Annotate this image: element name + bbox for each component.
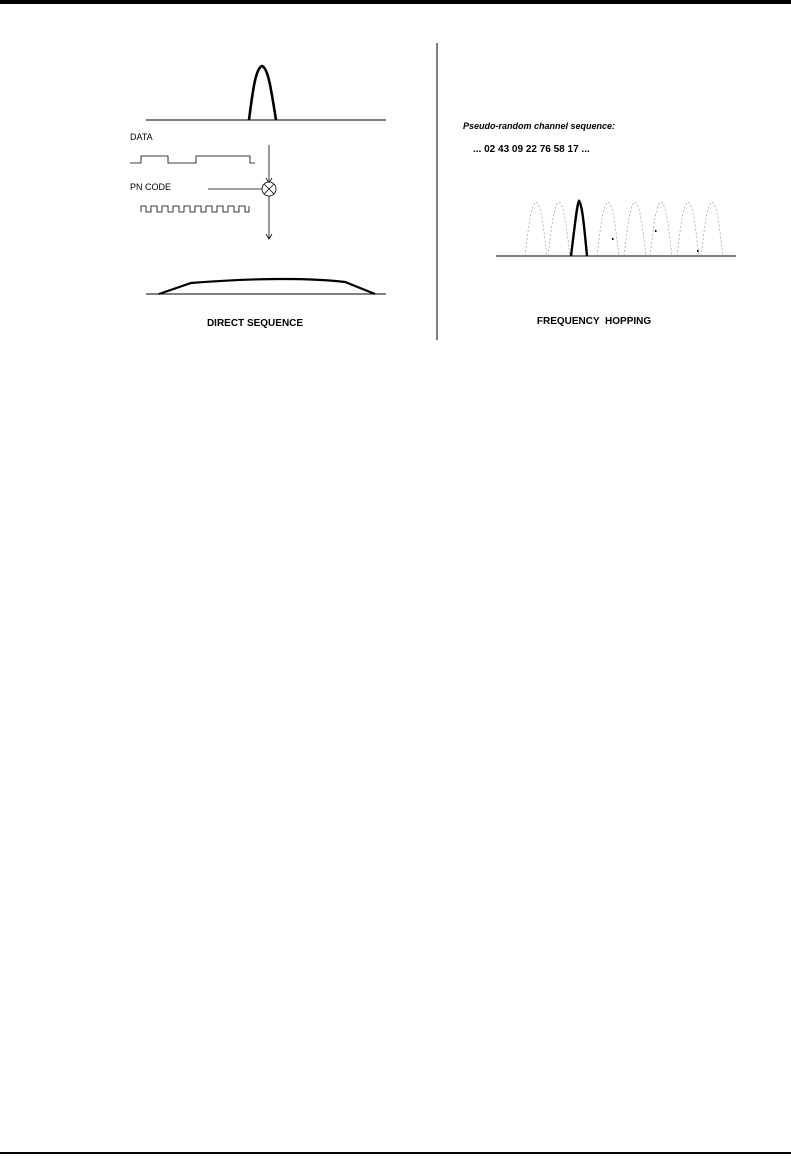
hop-channels [525,202,723,256]
bottom-rule [0,1152,791,1154]
channel-markers [612,230,699,252]
hop-channel [650,202,672,256]
pn-code-waveform [141,206,249,212]
spread-spectrum-signal [159,279,375,294]
frequency-hopping-caption: FREQUENCY HOPPING [536,316,652,327]
hop-channel [677,202,699,256]
multiplier-icon [262,182,276,196]
direct-sequence-panel [130,66,386,329]
spread-spectrum-diagram [0,0,791,360]
active-hop-channel [571,201,587,256]
hop-channel [701,202,723,256]
frequency-hopping-panel [463,121,736,327]
data-label: DATA [130,132,153,142]
narrowband-signal-peak [249,66,276,120]
hop-channel [525,202,547,256]
pn-code-label: PN CODE [130,182,172,192]
sequence-title: Pseudo-random channel sequence: [463,121,616,131]
direct-sequence-caption: DIRECT SEQUENCE [206,318,304,329]
channel-sequence: ... 02 43 09 22 76 58 17 ... [473,144,590,155]
hop-channel [597,202,619,256]
data-waveform [130,156,255,163]
hop-channel [548,202,570,256]
hop-channel [624,202,646,256]
